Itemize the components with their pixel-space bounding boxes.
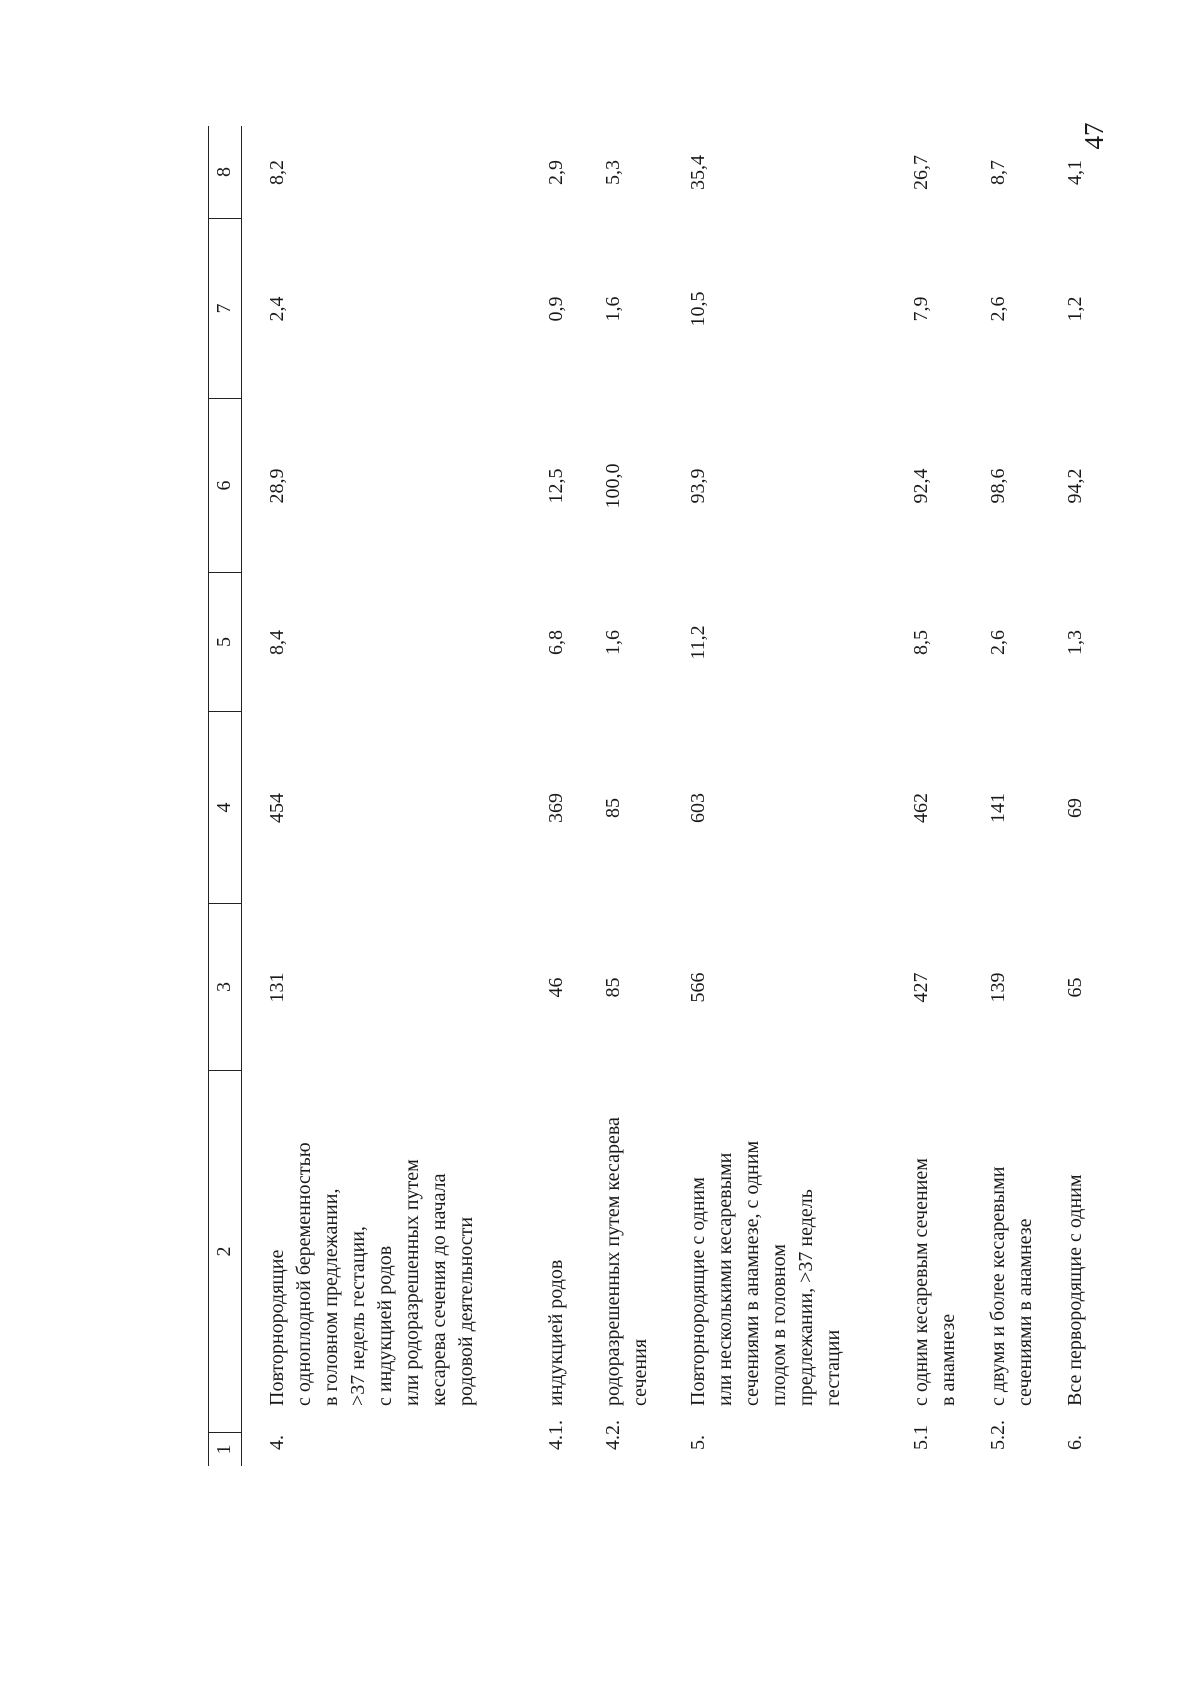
value-col-4: 462 bbox=[910, 793, 932, 823]
value-col-6: 93,9 bbox=[687, 468, 709, 504]
value-col-7: 7,9 bbox=[910, 296, 932, 322]
value-col-5: 8,5 bbox=[910, 630, 932, 655]
statistics-table bbox=[208, 126, 1086, 1466]
value-col-5: 1,6 bbox=[602, 630, 624, 655]
value-col-5: 2,6 bbox=[987, 630, 1009, 655]
page-number: 47 bbox=[1079, 122, 1109, 150]
value-col-7: 2,6 bbox=[987, 296, 1009, 322]
value-col-8: 26,7 bbox=[910, 155, 932, 190]
value-col-3: 139 bbox=[987, 972, 1009, 1003]
value-col-7: 10,5 bbox=[687, 291, 709, 327]
description-line: сечения bbox=[629, 1338, 651, 1406]
description-line: гестации bbox=[822, 1329, 844, 1406]
description-line: в головном предлежании, bbox=[320, 1188, 342, 1406]
value-col-8: 4,1 bbox=[1064, 160, 1086, 185]
value-col-8: 8,2 bbox=[266, 160, 288, 185]
header-cell-8: 8 bbox=[208, 126, 242, 219]
header-cell-6: 6 bbox=[208, 399, 242, 573]
value-col-5: 11,2 bbox=[687, 625, 709, 660]
value-col-6: 94,2 bbox=[1064, 468, 1086, 504]
value-col-4: 369 bbox=[545, 793, 567, 823]
value-col-5: 8,4 bbox=[266, 630, 288, 655]
description-line: плодом в головном bbox=[768, 1244, 790, 1406]
value-col-7: 0,9 bbox=[545, 296, 567, 322]
value-col-3: 566 bbox=[687, 972, 709, 1003]
header-cell-3: 3 bbox=[208, 904, 242, 1071]
value-col-8: 35,4 bbox=[687, 155, 709, 190]
value-col-8: 2,9 bbox=[545, 160, 567, 185]
header-cell-4: 4 bbox=[208, 712, 242, 904]
value-col-7: 1,2 bbox=[1064, 296, 1086, 322]
row-number: 4.1. bbox=[545, 1420, 567, 1450]
row-description bbox=[985, 1066, 1039, 1406]
row-description bbox=[543, 1066, 570, 1406]
row-number: 4. bbox=[266, 1435, 288, 1450]
value-col-8: 8,7 bbox=[987, 160, 1009, 185]
value-col-4: 85 bbox=[602, 798, 624, 818]
value-col-3: 65 bbox=[1064, 977, 1086, 998]
value-col-6: 100,0 bbox=[602, 463, 624, 509]
description-line: >37 недель гестации, bbox=[347, 1226, 369, 1406]
row-number: 5.2. bbox=[987, 1420, 1009, 1450]
description-line: с индукцией родов bbox=[374, 1245, 396, 1406]
value-col-4: 141 bbox=[987, 793, 1009, 823]
row-number: 4.2. bbox=[602, 1420, 624, 1450]
description-line: родоразрешенных путем кесарева bbox=[602, 1117, 624, 1406]
row-description bbox=[908, 1066, 962, 1406]
description-line: с одноплодной беременностью bbox=[293, 1142, 315, 1406]
description-line: сечениями в анамнезе, с одним bbox=[741, 1140, 763, 1406]
row-description bbox=[600, 1066, 654, 1406]
value-col-5: 6,8 bbox=[545, 630, 567, 655]
value-col-7: 2,4 bbox=[266, 296, 288, 322]
header-cell-2: 2 bbox=[208, 1071, 242, 1433]
description-line: с одним кесаревым сечением bbox=[910, 1158, 932, 1406]
value-col-6: 28,9 bbox=[266, 468, 288, 504]
value-col-4: 69 bbox=[1064, 798, 1086, 818]
row-number: 5. bbox=[687, 1435, 709, 1450]
value-col-6: 12,5 bbox=[545, 468, 567, 504]
header-cell-1: 1 bbox=[208, 1433, 242, 1466]
rotated-table-container bbox=[208, 126, 1086, 1466]
value-col-3: 46 bbox=[545, 977, 567, 998]
header-cell-7: 7 bbox=[208, 219, 242, 399]
row-number: 6. bbox=[1064, 1435, 1086, 1450]
value-col-3: 131 bbox=[266, 972, 288, 1003]
description-line: предлежании, >37 недель bbox=[795, 1189, 817, 1406]
description-line: с двумя и более кесаревыми bbox=[987, 1166, 1009, 1406]
value-col-4: 454 bbox=[266, 793, 288, 823]
description-line: родовой деятельности bbox=[455, 1216, 477, 1406]
value-col-4: 603 bbox=[687, 793, 709, 823]
description-line: Все первородящие с одним bbox=[1064, 1174, 1086, 1406]
description-line: индукцией родов bbox=[545, 1259, 567, 1406]
value-col-3: 85 bbox=[602, 977, 624, 998]
value-col-7: 1,6 bbox=[602, 296, 624, 322]
description-line: кесарева сечения до начала bbox=[428, 1173, 450, 1406]
value-col-6: 98,6 bbox=[987, 468, 1009, 504]
value-col-3: 427 bbox=[910, 972, 932, 1003]
header-cell-5: 5 bbox=[208, 573, 242, 712]
row-description bbox=[685, 1066, 847, 1406]
value-col-5: 1,3 bbox=[1064, 630, 1086, 655]
value-col-6: 92,4 bbox=[910, 468, 932, 504]
row-number: 5.1 bbox=[910, 1425, 932, 1450]
description-line: Повторнородящие bbox=[266, 1249, 288, 1406]
description-line: сечениями в анамнезе bbox=[1014, 1218, 1036, 1406]
row-description bbox=[264, 1066, 480, 1406]
description-line: в анамнезе bbox=[937, 1313, 959, 1406]
description-line: Повторнородящие с одним bbox=[687, 1177, 709, 1406]
description-line: или родоразрешенных путем bbox=[401, 1159, 423, 1406]
description-line: или несколькими кесаревыми bbox=[714, 1152, 736, 1406]
value-col-8: 5,3 bbox=[602, 160, 624, 185]
row-description bbox=[1062, 1066, 1089, 1406]
